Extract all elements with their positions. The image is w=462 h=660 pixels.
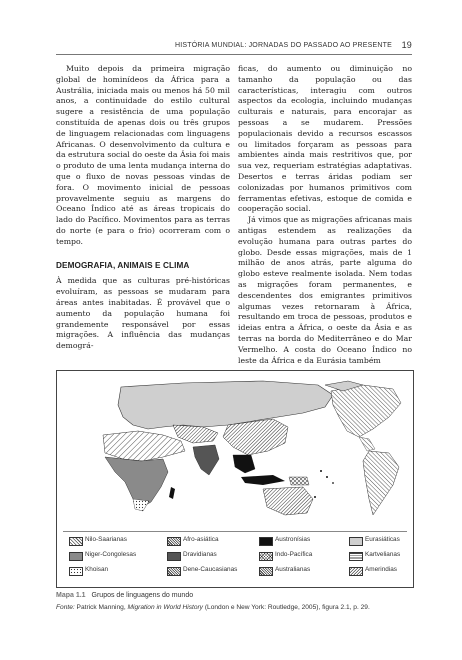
source-title: Migration in World History [127,604,203,611]
caption-label: Mapa 1.1 [56,592,86,599]
legend-label: Afro-asiática [183,536,219,543]
legend-swatch [69,567,83,576]
section-heading: DEMOGRAFIA, ANIMAIS E CLIMA [56,260,190,270]
region-new-guinea [289,477,309,485]
legend-label: Dene-Caucasianas [183,566,238,573]
right-paragraph-1: ficas, do aumento ou diminuição no tamanho da população ou das características, interagiu com outros aspectos da ecologia, incluindo mudanças culturais e naturais, para encorajar as pessoas a se mudarem. Pressões populacionais devido a recursos escassos ou limitados forçaram as pessoas para ambientes ainda mais restritivos que, por sua vez, requeriam estratégias adaptativas. Desertos e terras áridas podiam ser colonizadas por humanos primitivos com ferramentas efetivas, estoque de comida e cooperação social. [238,64,412,214]
legend-item [259,536,349,548]
legend-item [349,566,439,578]
figure-source [56,603,412,613]
legend-swatch [167,537,181,546]
legend-label: Dravidianas [183,551,217,558]
legend-swatch [259,537,273,546]
legend-item [69,536,159,548]
legend-label: Amerindias [365,566,397,573]
legend-label: Nilo-Saarianas [85,536,127,543]
legend-swatch [349,552,363,561]
source-author: Patrick Manning, [76,604,126,611]
legend-label: Austronísias [275,536,311,543]
figure-caption [56,591,412,601]
region-madagascar [169,487,175,499]
map-figure [56,370,414,588]
legend-item [259,566,349,578]
legend-swatch [69,537,83,546]
region-se-asia [233,455,255,473]
region-east-asia [223,419,288,455]
page-number: 19 [401,40,412,50]
page-header [56,40,412,54]
region-khoisan [133,499,149,511]
legend-swatch [349,537,363,546]
left-paragraph-2: À medida que as culturas pré-históricas evoluíram, as pessoas se mudaram para áreas antes inabitadas. É provável que o aumento da população humana foi grandemente responsável por essas migrações. A influência das mudanças demográ- [56,276,230,351]
legend-label: Indo-Pacífica [275,551,313,558]
legend-label: Kartvelianas [365,551,401,558]
legend-swatch [167,567,181,576]
left-column [56,64,230,352]
legend-swatch [259,567,273,576]
region-central-asia [173,425,218,443]
region-south-america [363,451,399,515]
source-prefix: Fonte: [56,604,75,611]
legend-label: Khoisan [85,566,109,573]
source-rest: (London e New York: Routledge, 2005), figura 2.1, p. 29. [204,604,370,611]
header-rule [56,54,412,55]
legend-item [69,566,159,578]
left-paragraph-1: Muito depois da primeira migração global de hominídeos da África para a Austrália, iniciada mais ou menos há 50 mil anos, a continuidade do estilo cultural sugere a resistência de uma população constituída de apenas dois ou três grupos de linguagem relacionadas com linguagens Africanas. O desenvolvimento da cultura e da estrutura social do oeste da Ásia foi mais o produto de uma lenta mudança interna do que o fluxo de novas pessoas vindas de fora. O movimento inicial de pessoas provavelmente seguiu as margens do Oceano Índico até as áreas tropicais do lado do Pacífico. Movimentos para as terras do norte (e para o frio) ocorreram com o tempo. [56,64,230,246]
region-north-africa [103,431,185,461]
legend-item [167,566,257,578]
world-language-map [63,377,407,525]
legend-swatch [69,552,83,561]
running-title: HISTÓRIA MUNDIAL: JORNADAS DO PASSADO AO PRESENTE [175,42,392,49]
legend-swatch [349,567,363,576]
right-paragraph-2: Já vimos que as migrações africanas mais antigas estendem as realizações da evolução humana para outras partes do globo. Desde essas migrações, mais de 1 milhão de anos atrás, parte alguma do globo esteve realmente isolada. Nem todas as migrações foram permanentes, e descendentes dos emigrantes primitivos algumas vezes retornaram à África, resultando em troca de pessoas, produtos e ideias entra a África, o oeste da Ásia e as terras na borda do Mediterrâneo e do Mar Vermelho. A costa do Oceano Índico no leste da África e da Eurásia também [238,215,412,365]
legend-item [349,551,439,563]
legend-swatch [167,552,181,561]
legend-label: Eurasiáticas [365,536,400,543]
legend-item [167,551,257,563]
region-north-america [331,385,401,437]
legend-divider [63,531,407,532]
legend-item [349,536,439,548]
legend-swatch [259,552,273,561]
region-indonesia [241,475,285,485]
region-australia [263,487,313,515]
legend-item [167,536,257,548]
region-eurasia [118,381,333,429]
legend-label: Australianas [275,566,311,573]
legend-label: Niger-Congolesas [85,551,137,558]
legend-item [69,551,159,563]
region-central-america [359,437,375,451]
map-legend [69,536,409,584]
right-column [238,64,412,366]
legend-item [259,551,349,563]
region-india [193,445,219,475]
caption-text: Grupos de linguagens do mundo [91,592,194,599]
